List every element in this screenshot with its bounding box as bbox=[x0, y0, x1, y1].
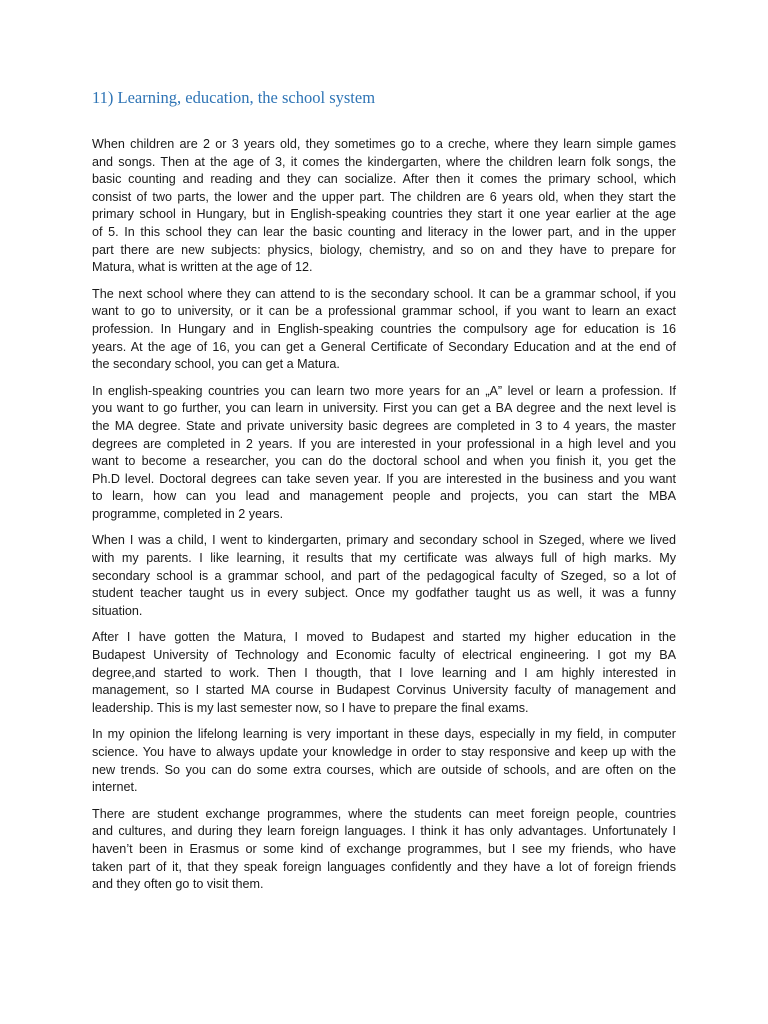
text-line: leadership. This is my last semester now, so I have to prepare the final exams. bbox=[92, 700, 529, 715]
paragraph bbox=[92, 286, 676, 374]
text-line: the MA degree. State and private university basic degrees are completed in 3 to 4 years, the master bbox=[92, 418, 676, 433]
text-line: with my parents. I like learning, it results that my certificate was always full of high marks. My bbox=[92, 551, 676, 566]
text-line: secondary school is a grammar school, and part of the pedagogical faculty of Szeged, so a lot of bbox=[92, 568, 676, 583]
text-line: In my opinion the lifelong learning is very important in these days, especially in my field, in computer bbox=[92, 727, 676, 742]
text-line: and cultures, and during they learn foreign languages. I think it has only advantages. Unfortunately I bbox=[92, 824, 676, 839]
text-line: want to become a researcher, you can do the doctoral school and when you finish it, you get the bbox=[92, 454, 676, 469]
text-line: and they often go to visit them. bbox=[92, 877, 264, 892]
text-line: There are student exchange programmes, where the students can meet foreign people, countries bbox=[92, 806, 676, 821]
text-line: management, so I started MA course in Budapest Corvinus University faculty of management and bbox=[92, 683, 676, 698]
paragraph bbox=[92, 136, 676, 277]
text-line: Ph.D level. Doctoral degrees can take seven year. If you are interested in the business and you want bbox=[92, 471, 676, 486]
text-line: years. At the age of 16, you can get a General Certificate of Secondary Education and at the end of bbox=[92, 339, 676, 354]
text-line: student teacher taught us in every subject. Once my godfather taught us as well, it was a funny bbox=[92, 586, 676, 601]
text-line: want to go to university, or it can be a professional grammar school, if you want to learn an exact bbox=[92, 304, 676, 319]
text-line: haven’t been in Erasmus or some kind of exchange programmes, but I see my friends, who have bbox=[92, 841, 676, 856]
document-body bbox=[92, 136, 676, 903]
text-line: internet. bbox=[92, 780, 138, 795]
text-line: programme, completed in 2 years. bbox=[92, 506, 284, 521]
text-line: When children are 2 or 3 years old, they sometimes go to a creche, where they learn simple games bbox=[92, 137, 676, 151]
paragraph bbox=[92, 806, 676, 894]
text-line: consist of two parts, the lower and the upper part. The children are 6 years old, when they start the bbox=[92, 189, 676, 204]
text-line: taken part of it, that they speak foreign languages confidently and they have a lot of foreign friends bbox=[92, 859, 676, 874]
paragraph bbox=[92, 532, 676, 620]
document-title: 11) Learning, education, the school system bbox=[92, 88, 376, 107]
text-line: profession. In Hungary and in English-speaking countries the compulsory age for education is 16 bbox=[92, 321, 676, 336]
text-line: and songs. Then at the age of 3, it comes the kindergarten, where the children learn folk songs, the bbox=[92, 154, 676, 169]
text-line: new trends. So you can do some extra courses, which are outside of schools, and are often on the bbox=[92, 762, 676, 777]
text-line: degrees are completed in 2 years. If you are interested in your professional in a high level and you bbox=[92, 436, 676, 451]
text-line: part there are new subjects: physics, biology, chemistry, and so on and they have to prepare for bbox=[92, 242, 676, 257]
text-line: Matura, what is written at the age of 12. bbox=[92, 260, 313, 275]
text-line: you want to go further, you can learn in university. First you can get a BA degree and the next level is bbox=[92, 401, 676, 416]
text-line: primary school in Hungary, but in English-speaking countries they start it one year earlier at the age bbox=[92, 207, 676, 222]
text-line: of 5. In this school they can lear the basic counting and literacy in the lower part, and in the upper bbox=[92, 224, 676, 239]
text-line: basic counting and reading and they can socialize. After then it comes the primary school, which bbox=[92, 172, 676, 187]
text-line: the secondary school, you can get a Matura. bbox=[92, 357, 340, 372]
text-line: situation. bbox=[92, 603, 143, 618]
text-line: The next school where they can attend to is the secondary school. It can be a grammar school, if you bbox=[92, 286, 676, 301]
paragraph bbox=[92, 383, 676, 524]
text-line: science. You have to always update your knowledge in order to stay responsive and keep up with the bbox=[92, 745, 676, 759]
paragraph bbox=[92, 629, 676, 717]
text-line: degree,and started to work. Then I thougth, that I love learning and I am highly interested in bbox=[92, 665, 676, 680]
text-line: When I was a child, I went to kindergarten, primary and secondary school in Szeged, where we lived bbox=[92, 533, 676, 548]
paragraph bbox=[92, 726, 676, 796]
text-line: After I have gotten the Matura, I moved to Budapest and started my higher education in the bbox=[92, 630, 676, 645]
text-line: In english-speaking countries you can learn two more years for an „A” level or learn a profession. If bbox=[92, 383, 676, 398]
text-line: Budapest University of Technology and Economic faculty of electrical engineering. I got my BA bbox=[92, 648, 676, 663]
text-line: to learn, how can you lead and management people and projects, you can start the MBA bbox=[92, 489, 676, 504]
